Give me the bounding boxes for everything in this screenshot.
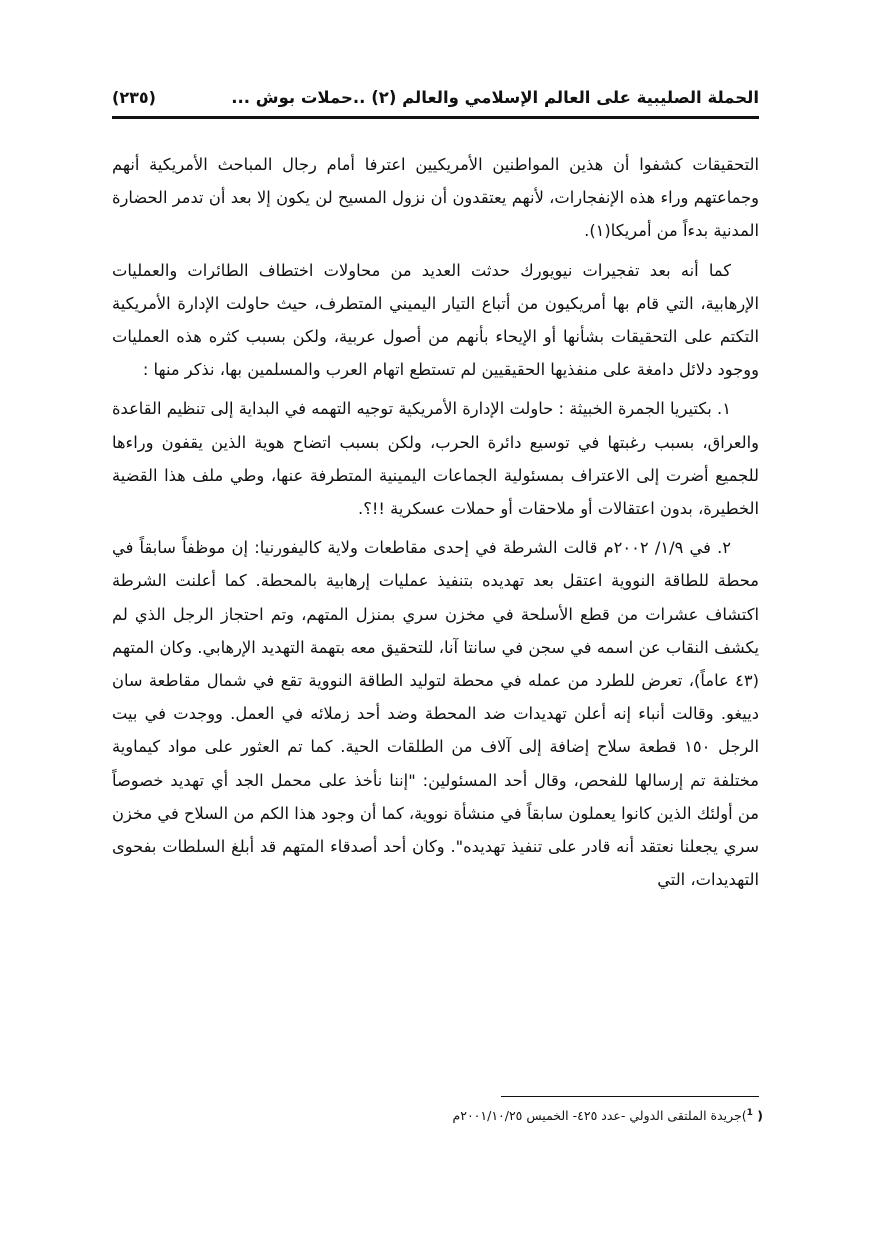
body-text [112, 148, 759, 896]
paragraph-anthrax: ١. بكتيريا الجمرة الخبيثة : حاولت الإدارة الأمريكية توجيه التهمه في البداية إلى تنظيم القاعدة والعراق، بسبب رغبتها في توسيع دائرة الحرب، ولكن بسبب اتضاح هوية الذين يقفون وراءها للجميع أضرت إلى الاعتراف بمسئولية الجماعات اليمينية المتطرفة عنها، وطي ملف هذا القضية الخطيرة، بدون اعتقالات أو ملاحقات أو حملات عسكرية !!؟. [112, 399, 759, 519]
footnote [300, 1102, 763, 1127]
page-number: (٢٣٥) [112, 88, 156, 107]
footnote-number: 1 [746, 1108, 753, 1118]
footnote-text: )جريدة الملتقى الدولي -عدد ٤٢٥- الخميس ٢٠٠١/١٠/٢٥م [452, 1108, 747, 1124]
paragraph-terror-attempts: كما أنه بعد تفجيرات نيويورك حدثت العديد من محاولات اختطاف الطائرات والعمليات الإرهابية، التي قام بها أمريكيون من أتباع التيار اليميني المتطرف، حيث حاولت الإدارة الأمريكية التكتم على التحقيقات بشأنها أو الإيحاء بأنهم من أصول عربية، ولكن بسبب كثره هذه العمليات ووجود دلائل دامغة على منفذيها الحقيقيين لم تستطع اتهام العرب والمسلمين بها، نذكر منها : [112, 260, 759, 380]
footnote-marker: ( $^1$ [746, 1108, 763, 1124]
running-header [112, 84, 759, 119]
paragraph-california: ٢. في ١/٩/ ٢٠٠٢م قالت الشرطة في إحدى مقاطعات ولاية كاليفورنيا: إن موظفاً سابقاً في محطة للطاقة النووية اعتقل بعد تهديده بتنفيذ عمليات إرهابية بالمحطة. كما أعلنت الشرطة اكتشاف عشرات من قطع الأسلحة في مخزن سري بمنزل المتهم، وتم احتجاز الرجل الذي لم يكشف النقاب عن اسمه في سجن في سانتا آنا، للتحقيق معه بتهمة التهديد الإرهابي. وكان المتهم (٤٣ عاماً)، تعرض للطرد من عمله في محطة لتوليد الطاقة النووية تقع في شمال مقاطعة سان دييغو. وقالت أنباء إنه أعلن تهديدات ضد المحطة وضد أحد زملائه في العمل. ووجدت في بيت الرجل ١٥٠ قطعة سلاح إضافة إلى آلاف من الطلقات الحية. كما تم العثور على مواد كيماوية مختلفة تم إرسالها للفحص، وقال أحد المسئولين: "إننا نأخذ على محمل الجد أي تهديد خصوصاً من أولئك الذين كانوا يعملون سابقاً في منشأة نووية، كما أن وجود هذا الكم من السلاح في مخزن سري يجعلنا نعتقد أنه قادر على تنفيذ تهديده". وكان أحد أصدقاء المتهم قد أبلغ السلطات بفحوى التهديدات، التي [112, 538, 759, 890]
footnote-separator [501, 1096, 759, 1097]
header-title: الحملة الصليبية على العالم الإسلامي والعالم (٢) ..حملات بوش ... [231, 88, 759, 107]
paragraph-continuation: التحقيقات كشفوا أن هذين المواطنين الأمريكيين اعترفا أمام رجال المباحث الأمريكية أنهم وجماعتهم وراء هذه الإنفجارات، لأنهم يعتقدون أن نزول المسيح لن يكون إلا بعد أن تدمر الحضارة المدنية بدءاً من أمريكا(١). [112, 155, 759, 241]
